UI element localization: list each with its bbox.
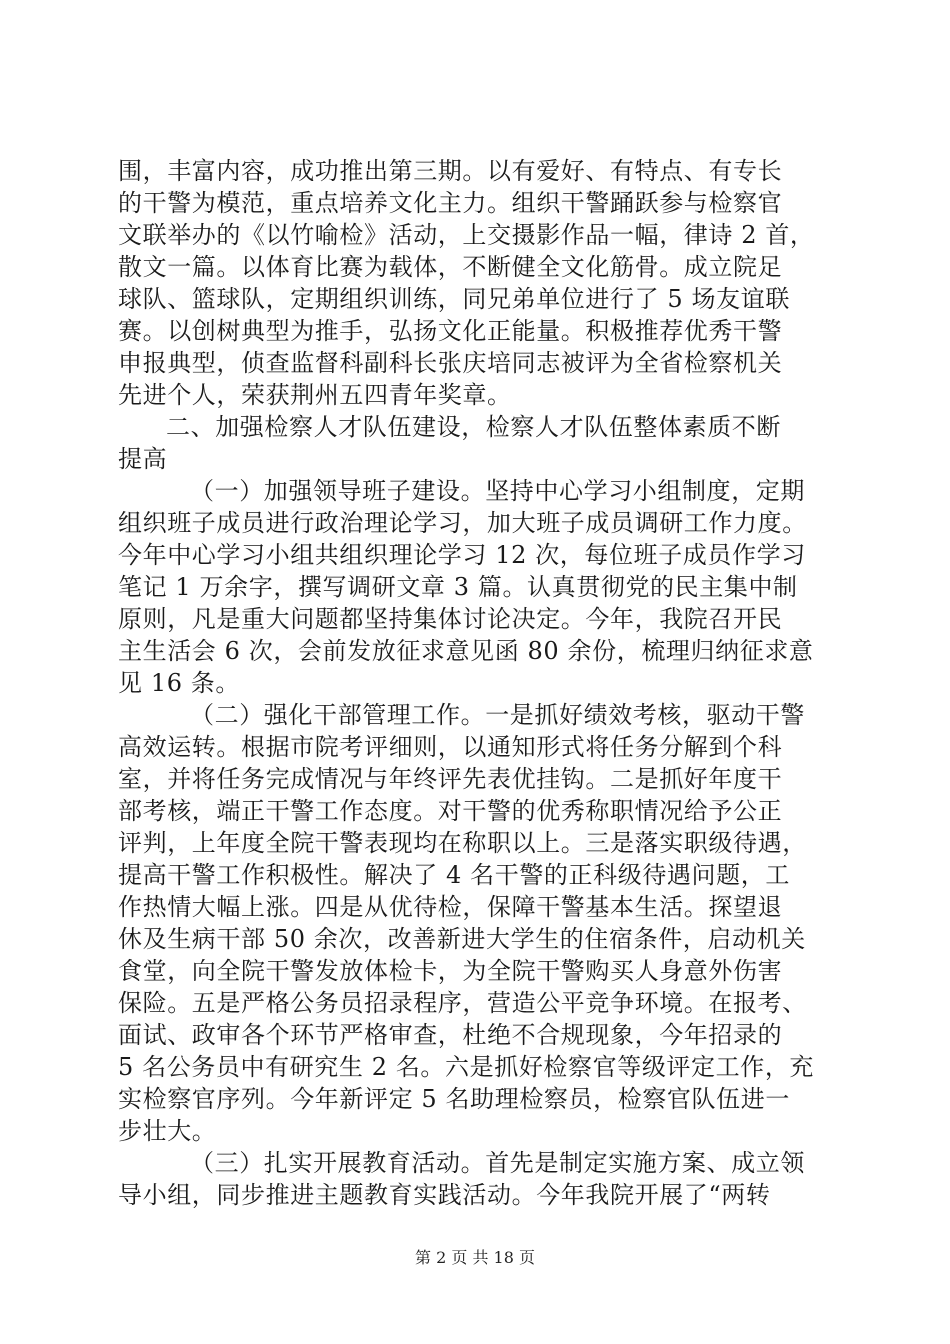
subsection-start-line: （三）扎实开展教育活动。首先是制定实施方案、成立领	[190, 1149, 805, 1177]
text-line: 室，并将任务完成情况与年终评先表优挂钩。二是抓好年度干	[118, 765, 783, 793]
text-line: 休及生病干部 50 余次，改善新进大学生的住宿条件，启动机关	[118, 925, 806, 953]
text-line: 组织班子成员进行政治理论学习，加大班子成员调研工作力度。	[118, 509, 807, 537]
text-line: 作热情大幅上涨。四是从优待检，保障干警基本生活。探望退	[118, 893, 783, 921]
text-line: 食堂，向全院干警发放体检卡，为全院干警购买人身意外伤害	[118, 957, 783, 985]
subsection-start-line: （二）强化干部管理工作。一是抓好绩效考核，驱动干警	[190, 701, 805, 729]
section-heading: 二、加强检察人才队伍建设，检察人才队伍整体素质不断	[166, 413, 781, 441]
text-line: 面试、政审各个环节严格审查，杜绝不合规现象，今年招录的	[118, 1021, 783, 1049]
text-line: 先进个人，荣获荆州五四青年奖章。	[118, 381, 512, 409]
section-heading-continuation: 提高	[118, 445, 168, 473]
text-line: 高效运转。根据市院考评细则，以通知形式将任务分解到个科	[118, 733, 783, 761]
text-line: 围，丰富内容，成功推出第三期。以有爱好、有特点、有专长	[118, 157, 783, 185]
text-line: 保险。五是严格公务员招录程序，营造公平竞争环境。在报考、	[118, 989, 807, 1017]
text-line: 文联举办的《以竹喻检》活动，上交摄影作品一幅，律诗 2 首，	[118, 221, 815, 249]
text-line: 主生活会 6 次，会前发放征求意见函 80 余份，梳理归纳征求意	[118, 637, 814, 665]
document-body	[118, 155, 838, 1211]
text-line: 提高干警工作积极性。解决了 4 名干警的正科级待遇问题，工	[118, 861, 790, 889]
text-line: 球队、篮球队，定期组织训练，同兄弟单位进行了 5 场友谊联	[118, 285, 790, 313]
text-line: 实检察官序列。今年新评定 5 名助理检察员，检察官队伍进一	[118, 1085, 790, 1113]
subsection-start-line: （一）加强领导班子建设。坚持中心学习小组制度，定期	[190, 477, 805, 505]
text-line: 部考核，端正干警工作态度。对干警的优秀称职情况给予公正	[118, 797, 783, 825]
text-line: 今年中心学习小组共组织理论学习 12 次，每位班子成员作学习	[118, 541, 806, 569]
text-line: 赛。以创树典型为推手，弘扬文化正能量。积极推荐优秀干警	[118, 317, 783, 345]
page-footer: 第 2 页 共 18 页	[415, 1248, 535, 1267]
text-line: 笔记 1 万余字，撰写调研文章 3 篇。认真贯彻党的民主集中制	[118, 573, 798, 601]
text-line: 申报典型，侦查监督科副科长张庆培同志被评为全省检察机关	[118, 349, 783, 377]
text-line: 散文一篇。以体育比赛为载体，不断健全文化筋骨。成立院足	[118, 253, 783, 281]
text-line: 步壮大。	[118, 1117, 217, 1145]
text-line: 原则，凡是重大问题都坚持集体讨论决定。今年，我院召开民	[118, 605, 783, 633]
text-line: 见 16 条。	[118, 669, 240, 697]
text-line: 评判，上年度全院干警表现均在称职以上。三是落实职级待遇，	[118, 829, 807, 857]
text-line: 的干警为模范，重点培养文化主力。组织干警踊跃参与检察官	[118, 189, 783, 217]
text-line: 5 名公务员中有研究生 2 名。六是抓好检察官等级评定工作，充	[118, 1053, 815, 1081]
text-line: 导小组，同步推进主题教育实践活动。今年我院开展了“两转	[118, 1181, 771, 1209]
